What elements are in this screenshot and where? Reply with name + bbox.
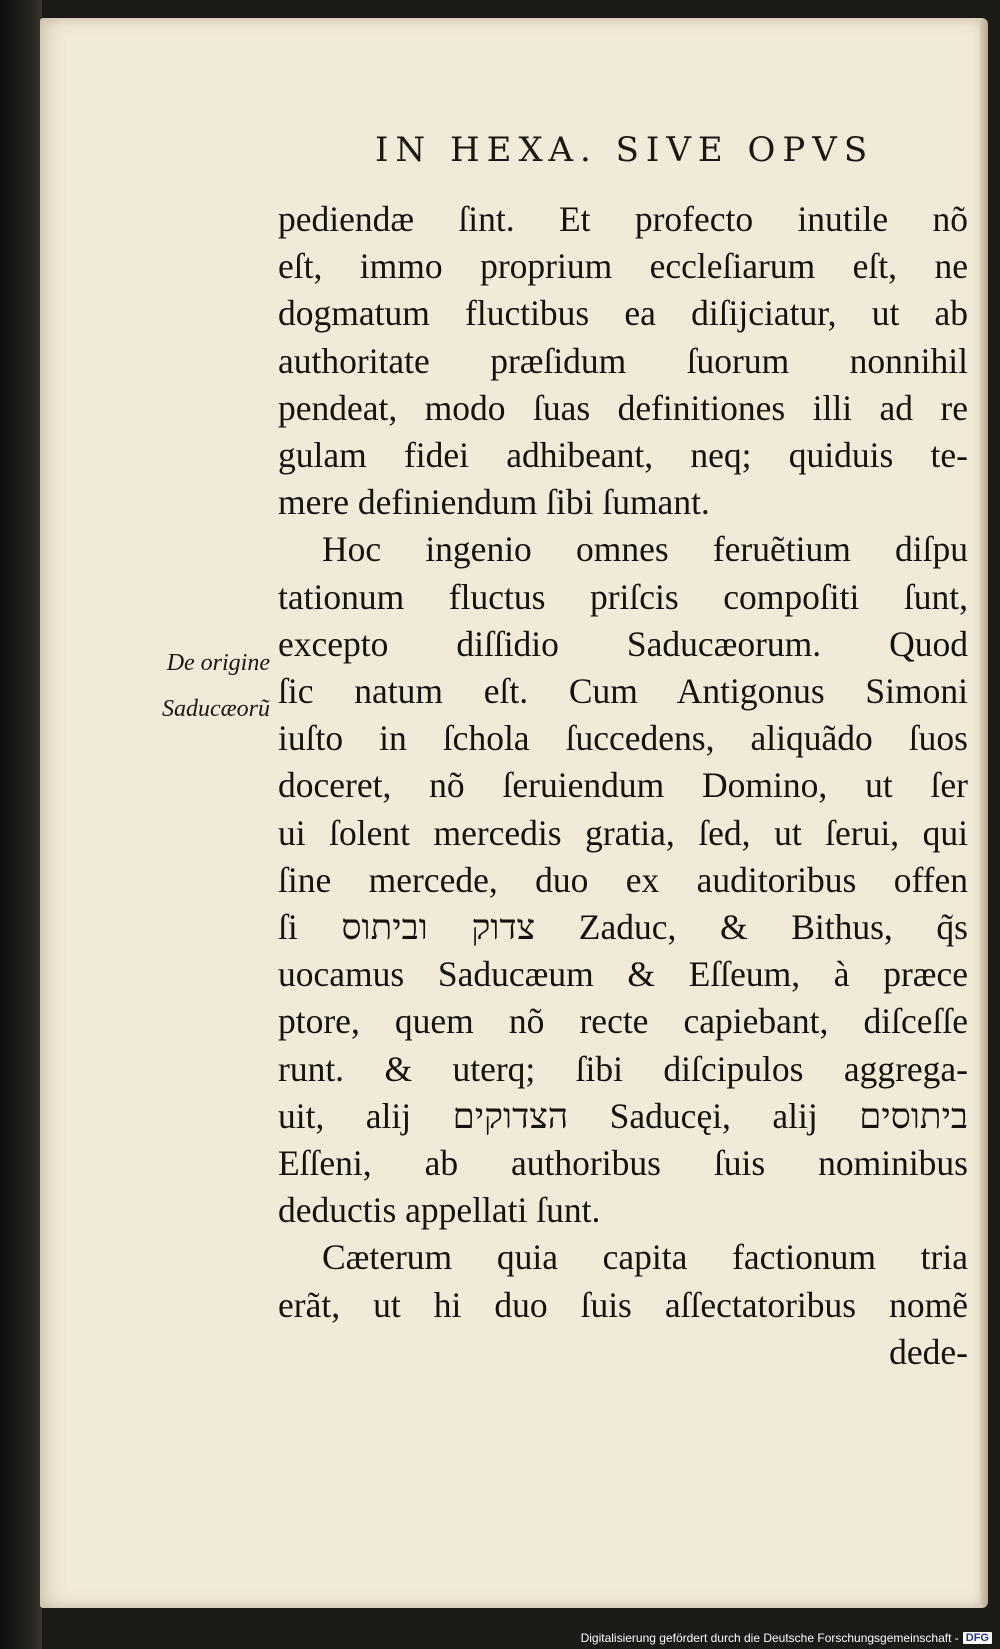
book-page bbox=[40, 18, 985, 1608]
dfg-logo: DFG bbox=[963, 1632, 992, 1644]
text-line: ſic natum eſt. Cum Antigonus Simoni bbox=[278, 671, 968, 712]
text-line: ſine mercede, duo ex auditoribus offen bbox=[278, 859, 968, 900]
text-line: uocamus Saducæum & Eſſeum, à præce bbox=[278, 954, 968, 995]
page-edge bbox=[980, 18, 988, 1608]
text-line: runt. & uterq; ſibi diſcipulos aggrega- bbox=[278, 1048, 968, 1089]
text-line: dogmatum fluctibus ea diſijciatur, ut ab bbox=[278, 293, 968, 334]
text-line-hebrew: uit, alij הצדוקים Saducęi, alij ביתוסים bbox=[278, 1095, 968, 1136]
text-line: eſt, immo proprium eccleſiarum eſt, ne bbox=[278, 246, 968, 287]
text-line: tationum fluctus priſcis compoſiti ſunt, bbox=[278, 576, 968, 617]
scan-background-left bbox=[0, 0, 42, 1649]
body-text bbox=[278, 196, 968, 1376]
text-line: pediendæ ſint. Et profecto inutile nõ bbox=[278, 199, 968, 239]
text-line-hebrew: ſi צדוק וביתוס Zaduc, & Bithus, q̃s bbox=[278, 907, 968, 948]
margin-note-line-1: De origine bbox=[166, 650, 270, 676]
text-line: pendeat, modo ſuas definitiones illi ad re bbox=[278, 387, 968, 428]
text-line: Cæterum quia capita factionum tria bbox=[322, 1237, 968, 1278]
text-line: doceret, nõ ſeruiendum Domino, ut ſer bbox=[278, 765, 968, 806]
text-line: iuſto in ſchola ſuccedens, aliquãdo ſuos bbox=[278, 718, 968, 759]
text-line: deductis appellati ſunt. bbox=[278, 1190, 601, 1231]
text-line: ptore, quem nõ recte capiebant, diſceſſe bbox=[278, 1001, 968, 1042]
catchword: dede- bbox=[889, 1331, 968, 1372]
margin-note-line-2: Saducæorũ bbox=[162, 696, 270, 722]
text-line: excepto diſſidio Saducæorum. Quod bbox=[278, 623, 968, 664]
text-line: ui ſolent mercedis gratia, ſed, ut ſerui, qui bbox=[278, 812, 968, 853]
text-line: mere definiendum ſibi ſumant. bbox=[278, 482, 710, 523]
footer-text: Digitalisierung gefördert durch die Deutsche Forschungsgemeinschaft - bbox=[580, 1631, 959, 1645]
digitization-footer bbox=[581, 1631, 992, 1645]
running-header: IN HEXA. SIVE OPVS bbox=[375, 130, 875, 170]
text-line: gulam fidei adhibeant, neq; quiduis te- bbox=[278, 435, 968, 476]
text-line: erãt, ut hi duo ſuis aſſectatoribus nomẽ bbox=[278, 1284, 968, 1325]
text-line: authoritate præſidum ſuorum nonnihil bbox=[278, 340, 968, 381]
text-line: Hoc ingenio omnes feruẽtium diſpu bbox=[322, 529, 968, 570]
text-line: Eſſeni, ab authoribus ſuis nominibus bbox=[278, 1143, 968, 1184]
